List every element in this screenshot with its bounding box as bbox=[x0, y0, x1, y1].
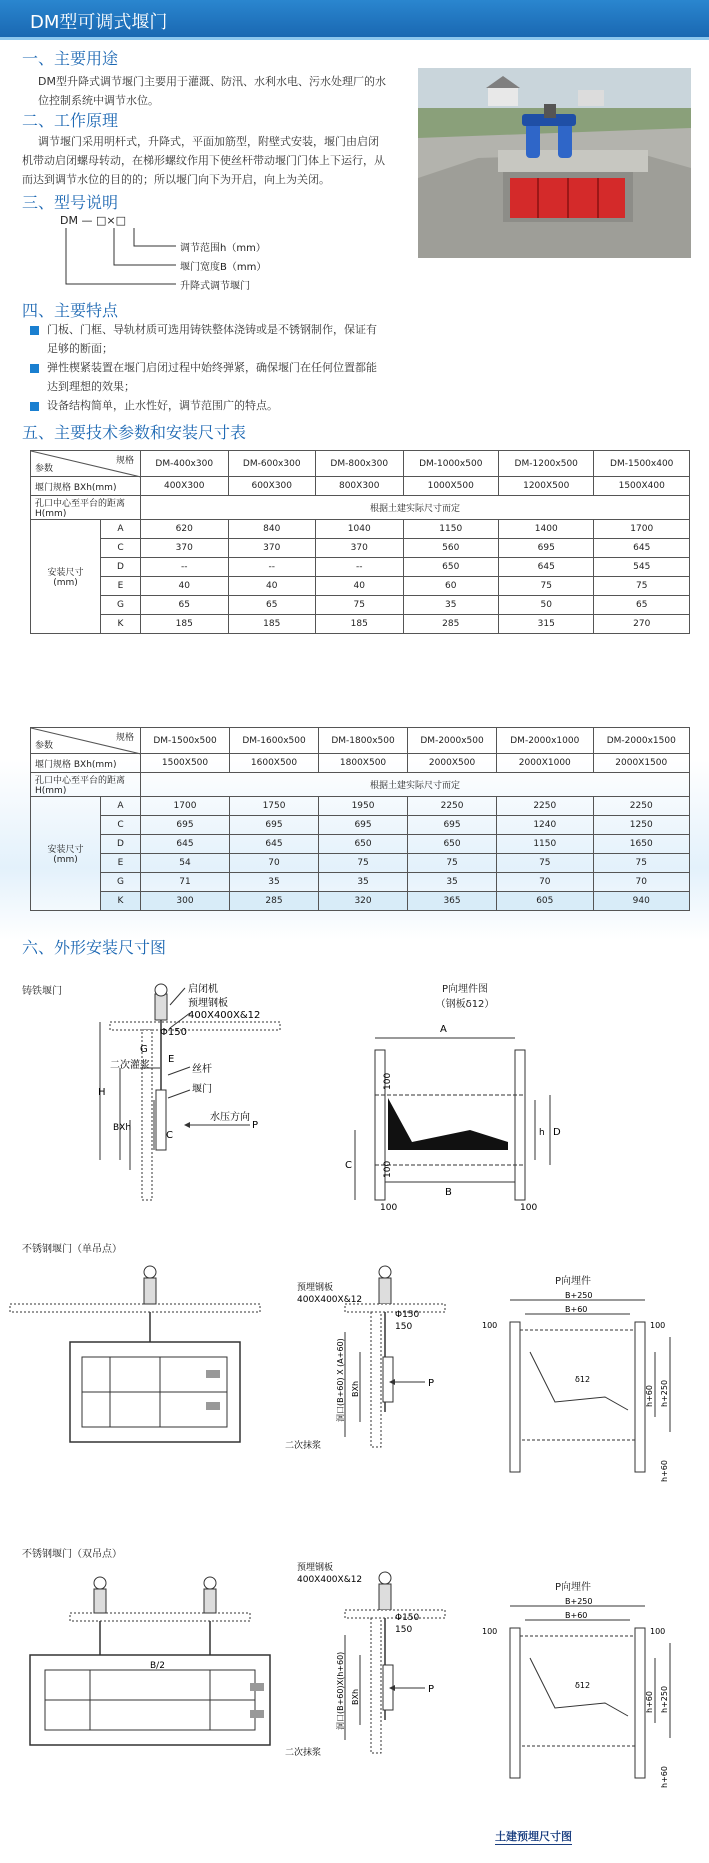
svg-text:BXh: BXh bbox=[351, 1688, 360, 1705]
table-model: DM-1000x500 bbox=[403, 451, 498, 477]
svg-text:100: 100 bbox=[650, 1321, 666, 1330]
svg-text:H: H bbox=[98, 1087, 106, 1098]
svg-text:100: 100 bbox=[383, 1160, 393, 1178]
double-p-view bbox=[480, 1598, 705, 1798]
svg-text:二次抹浆: 二次抹浆 bbox=[285, 1441, 322, 1451]
principle-line-2: 机带动启闭螺母转动，在梯形螺纹作用下使丝杆带动堰门门体上下运行，从 bbox=[22, 154, 385, 167]
table-model: DM-600x300 bbox=[228, 451, 316, 477]
header-bar bbox=[0, 0, 709, 40]
section-model-title: 三、型号说明 bbox=[22, 193, 119, 212]
svg-text:150: 150 bbox=[395, 1322, 413, 1332]
model-line-width: 堰门宽度B（mm） bbox=[180, 262, 267, 273]
footer-caption: 土建预埋尺寸图 bbox=[495, 1830, 572, 1843]
svg-text:丝杆: 丝杆 bbox=[192, 1064, 212, 1075]
table-model: DM-1500x400 bbox=[594, 451, 690, 477]
usage-line-1: DM型升降式调节堰门主要用于灌溉、防汛、水利水电、污水处理厂的水 bbox=[38, 75, 386, 88]
svg-text:BXh: BXh bbox=[351, 1380, 360, 1397]
label-qibiji: 启闭机 bbox=[188, 984, 218, 995]
svg-text:P: P bbox=[252, 1120, 259, 1131]
svg-text:h+250: h+250 bbox=[660, 1379, 669, 1407]
bullet-icon bbox=[30, 402, 39, 411]
svg-text:Φ150: Φ150 bbox=[395, 1310, 420, 1320]
bullet-icon bbox=[30, 364, 39, 373]
model-code: DM — □×□ bbox=[60, 214, 126, 227]
install-label: 安装尺寸 (mm) bbox=[31, 520, 101, 634]
principle-line-3: 而达到调节水位的目的的；所以堰门向下为开启，向上为关闭。 bbox=[22, 173, 330, 186]
double-side-view bbox=[285, 1560, 455, 1760]
svg-text:h: h bbox=[539, 1128, 545, 1138]
svg-text:C: C bbox=[345, 1160, 352, 1171]
svg-text:100: 100 bbox=[380, 1203, 398, 1213]
drawing-double-title: 不锈钢堰门（双吊点） bbox=[22, 1549, 122, 1560]
spec-table-2: 规格 参数 DM-1500x500 DM-1600x500 DM-1800x500 DM-2000x500 DM-2000x1000 DM-2000x1500 堰门规格 BXh(mm) 1500X500 1600X500 1800X500 2000X500 2000X1000 2000X1500 孔口中心至平台的距离H(mm) 根据土建实际尺寸而定 安装尺寸 (mm) A 1700 1750 1950 2250 2250 2250 C 695 695 695 695 1240 1250 D 645 645 650 650 1150 1650 E 54 70 75 75 75 75 G 71 35 35 35 70 70 K 300 285 320 365 605 940 bbox=[30, 727, 690, 911]
svg-text:洞口(B+60)X(h+60): 洞口(B+60)X(h+60) bbox=[336, 1651, 345, 1730]
section-features-title: 四、主要特点 bbox=[22, 301, 119, 320]
svg-text:B+250: B+250 bbox=[565, 1291, 593, 1300]
single-p-view bbox=[480, 1292, 705, 1492]
table-model: DM-800x300 bbox=[316, 451, 404, 477]
spec-table-1: 规格 参数 DM-400x300 DM-600x300 DM-800x300 DM-1000x500 DM-1200x500 DM-1500x400 堰门规格 BXh(mm) 400X300 600X300 800X300 1000X500 1200X500 1500X400 孔口中心至平台的距离H(mm) 根据土建实际尺寸而定 安装尺寸 (mm) A 620 840 1040 1150 1400 1700 C 370 370 370 560 695 645 D -- -- -- 650 645 545 E 40 40 40 60 75 75 G 65 65 75 35 50 65 K 185 185 185 285 315 270 bbox=[30, 450, 690, 634]
section-spec-title: 五、主要技术参数和安装尺寸表 bbox=[22, 423, 247, 442]
svg-text:预埋钢板: 预埋钢板 bbox=[297, 1563, 334, 1573]
svg-text:B+250: B+250 bbox=[565, 1597, 593, 1606]
svg-text:100: 100 bbox=[482, 1627, 498, 1636]
svg-text:100: 100 bbox=[482, 1321, 498, 1330]
svg-text:B+60: B+60 bbox=[565, 1611, 588, 1620]
product-photo bbox=[418, 68, 691, 258]
pmaijian-title-1: P向埋件 bbox=[555, 1276, 592, 1287]
pmaijian-title-2: P向埋件 bbox=[555, 1582, 592, 1593]
svg-text:150: 150 bbox=[395, 1625, 413, 1635]
bullet-icon bbox=[30, 326, 39, 335]
svg-text:Φ150: Φ150 bbox=[160, 1027, 187, 1038]
svg-text:Φ150: Φ150 bbox=[395, 1613, 420, 1623]
svg-text:h+60: h+60 bbox=[645, 1385, 654, 1407]
svg-text:100: 100 bbox=[650, 1627, 666, 1636]
svg-text:预埋钢板: 预埋钢板 bbox=[297, 1283, 334, 1293]
drawing-castiron-title: 铸铁堰门 bbox=[22, 986, 62, 997]
svg-text:δ12: δ12 bbox=[575, 1681, 591, 1690]
svg-text:A: A bbox=[440, 1024, 447, 1035]
svg-text:D: D bbox=[553, 1127, 561, 1138]
svg-text:400X400X&12: 400X400X&12 bbox=[297, 1295, 363, 1305]
svg-text:100: 100 bbox=[520, 1203, 538, 1213]
section-usage-title: 一、主要用途 bbox=[22, 49, 119, 68]
page-title: DM型可调式堰门 bbox=[30, 12, 168, 33]
table-model: DM-1200x500 bbox=[498, 451, 593, 477]
svg-text:h+60: h+60 bbox=[660, 1460, 669, 1482]
svg-text:C: C bbox=[166, 1130, 173, 1141]
svg-text:δ12: δ12 bbox=[575, 1375, 591, 1384]
castiron-p-view bbox=[340, 1010, 570, 1220]
svg-text:h+60: h+60 bbox=[645, 1691, 654, 1713]
feature-item: 弹性楔紧装置在堰门启闭过程中始终弹紧，确保堰门在任何位置都能 bbox=[30, 358, 410, 377]
svg-text:P: P bbox=[428, 1378, 435, 1389]
table-model: DM-400x300 bbox=[141, 451, 229, 477]
principle-text bbox=[22, 132, 418, 189]
svg-text:二次灌浆: 二次灌浆 bbox=[110, 1060, 150, 1071]
principle-line-1: 调节堰门采用明杆式，升降式，平面加筋型，附壁式安装，堰门由启闭 bbox=[38, 135, 379, 148]
model-line-type: 升降式调节堰门 bbox=[180, 281, 250, 292]
table-corner: 规格 参数 bbox=[31, 451, 141, 477]
svg-text:二次抹浆: 二次抹浆 bbox=[285, 1748, 322, 1758]
feature-item: 设备结构简单，止水性好，调节范围广的特点。 bbox=[30, 396, 410, 415]
label-yumai: 预埋钢板 bbox=[188, 998, 228, 1009]
castiron-side-view bbox=[100, 980, 330, 1210]
svg-text:h+60: h+60 bbox=[660, 1766, 669, 1788]
svg-text:100: 100 bbox=[383, 1072, 393, 1090]
svg-text:P: P bbox=[428, 1684, 435, 1695]
label-yumai-size: 400X400X&12 bbox=[188, 1010, 261, 1021]
feature-item: 门板、门框、导轨材质可选用铸铁整体浇铸或是不锈钢制作，保证有 bbox=[30, 320, 410, 339]
install-label: 安装尺寸 (mm) bbox=[31, 797, 101, 911]
svg-text:水压方向: 水压方向 bbox=[210, 1112, 250, 1123]
svg-text:400X400X&12: 400X400X&12 bbox=[297, 1575, 363, 1585]
single-side-view bbox=[285, 1262, 455, 1452]
model-line-range: 调节范围h（mm） bbox=[180, 243, 266, 254]
single-front-view bbox=[10, 1262, 270, 1452]
svg-text:G: G bbox=[140, 1044, 148, 1055]
svg-text:h+250: h+250 bbox=[660, 1685, 669, 1713]
drawing-single-title: 不锈钢堰门（单吊点） bbox=[22, 1244, 122, 1255]
svg-text:洞口(B+60) X (A+60): 洞口(B+60) X (A+60) bbox=[336, 1338, 345, 1422]
svg-text:BXh: BXh bbox=[113, 1123, 132, 1133]
pview-title: P向埋件图 （钢板δ12） bbox=[435, 984, 495, 1010]
svg-text:E: E bbox=[168, 1054, 175, 1065]
usage-text bbox=[38, 72, 408, 110]
svg-text:B+60: B+60 bbox=[565, 1305, 588, 1314]
usage-line-2: 位控制系统中调节水位。 bbox=[38, 94, 159, 107]
section-principle-title: 二、工作原理 bbox=[22, 111, 119, 130]
features-list: 门板、门框、导轨材质可选用铸铁整体浇铸或是不锈钢制作，保证有 足够的断面； 弹性楔紧装置在堰门启闭过程中始终弹紧，确保堰门在任何位置都能 达到理想的效果； 设备结构简单，止水性好，调节范围广的特点。 bbox=[30, 320, 410, 415]
double-front-view bbox=[10, 1575, 280, 1755]
section-drawing-title: 六、外形安装尺寸图 bbox=[22, 938, 167, 957]
svg-text:堰门: 堰门 bbox=[192, 1084, 212, 1095]
svg-text:B: B bbox=[445, 1187, 452, 1198]
svg-text:B/2: B/2 bbox=[150, 1661, 165, 1671]
table-corner: 规格 参数 bbox=[31, 728, 141, 754]
